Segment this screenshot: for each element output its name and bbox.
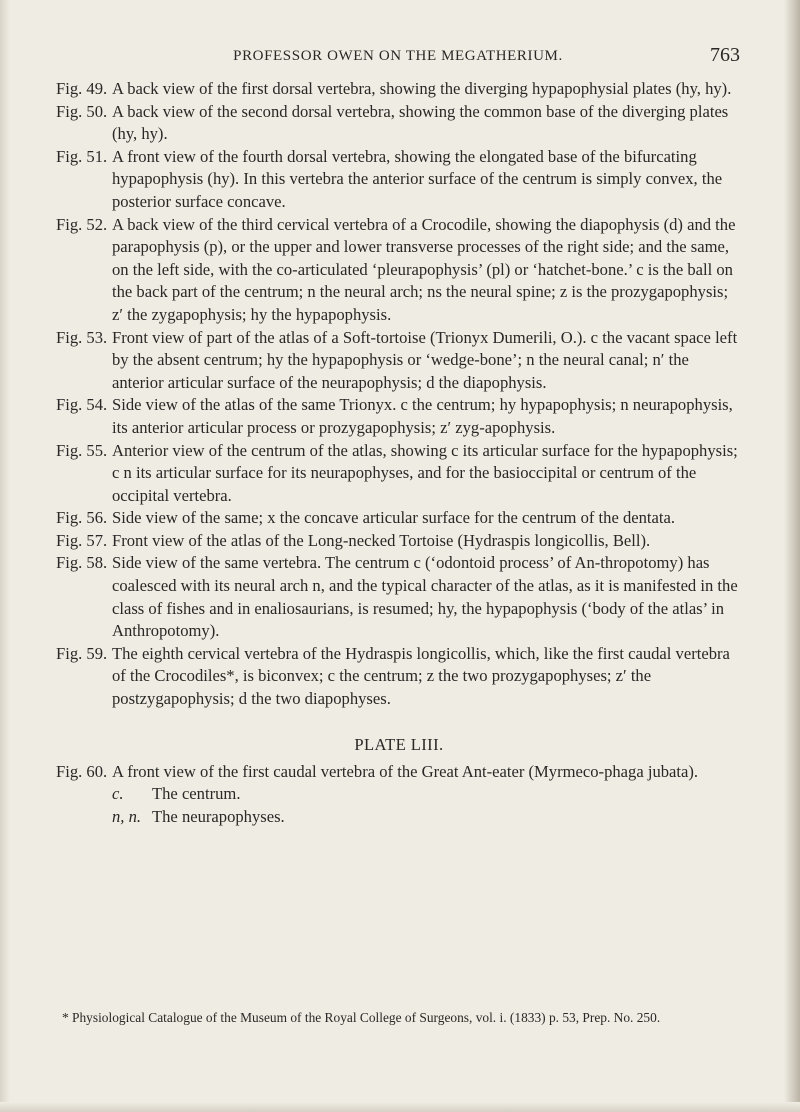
- figure-entry: [56, 440, 742, 508]
- sub-entry-label: c.: [112, 784, 124, 804]
- figure-entry: [56, 78, 742, 101]
- figure-sub-entry: [56, 783, 742, 806]
- figure-label: Fig. 59.: [56, 643, 108, 663]
- figure-entry: [56, 552, 742, 642]
- figure-description: A back view of the second dorsal vertebra, showing the common base of the diverging plates (hy, hy).: [112, 101, 729, 144]
- footnote: * Physiological Catalogue of the Museum of the Royal College of Surgeons, vol. i. (1833) p. 53, Prep. No. 250.: [62, 1010, 661, 1025]
- figure-entry: [56, 761, 742, 784]
- figure-description: Front view of part of the atlas of a Soft-tortoise (Trionyx Dumerili, O.). c the vacant space left by the absent centrum; hy the hypapophysis or ‘wedge-bone’; n the neural canal; n′ the anterior articular surface of the neurapophysis; d the diapophysis.: [112, 327, 738, 392]
- figure-description: Side view of the same; x the concave articular surface for the centrum of the dentata.: [112, 508, 676, 528]
- figure-entry: [56, 530, 742, 553]
- running-head: PROFESSOR OWEN ON THE MEGATHERIUM.: [233, 48, 563, 64]
- figure-label: Fig. 58.: [56, 553, 108, 573]
- figure-description: The eighth cervical vertebra of the Hydraspis longicollis, which, like the first caudal vertebra of the Crocodiles*, is biconvex; c the centrum; z the two prozygapophyses; z′ the postzygapophysis; d the two diapophyses.: [112, 643, 730, 709]
- page-edge-bottom: [0, 1102, 800, 1112]
- figure-entry: [56, 146, 742, 214]
- page-number: 763: [710, 44, 740, 66]
- figure-description: A back view of the first dorsal vertebra, showing the diverging hypapophysial plates (hy, hy).: [112, 79, 732, 98]
- figure-label: Fig. 52.: [56, 214, 108, 234]
- figure-description: Anterior view of the centrum of the atlas, showing c its articular surface for the hypapophysis; c n its articular surface for its neurapophyses, and for the basioccipital or centrum of the occipital vertebra.: [112, 440, 738, 505]
- figure-description: Side view of the same vertebra. The centrum c (‘odontoid process’ of An-thropotomy) has coalesced with its neural arch n, and the typical character of the atlas, as it is manifested in the class of fishes and in enaliosaurians, is resumed; hy, the hypapophysis (‘body of the atlas’ in Anthropotomy).: [112, 553, 738, 641]
- figure-label: Fig. 50.: [56, 101, 108, 121]
- figure-entry: [56, 394, 742, 439]
- page-edge-right: [784, 0, 800, 1112]
- sub-entry-label: n, n.: [112, 806, 142, 826]
- figure-description: Side view of the atlas of the same Trionyx. c the centrum; hy hypapophysis; n neurapophysis, its anterior articular process or prozygapophysis; z′ zyg-apophysis.: [112, 395, 733, 437]
- figure-label: Fig. 49.: [56, 79, 108, 98]
- figure-entry: [56, 643, 742, 711]
- figure-label: Fig. 53.: [56, 327, 108, 347]
- figure-description: A back view of the third cervical vertebra of a Crocodile, showing the diapophysis (d) and the parapophysis (p), or the upper and lower transverse processes of the right side; and the same, on the left side, with the co-articulated ‘pleurapophysis’ (pl) or ‘hatchet-bone.’ c is the ball on the back part of the centrum; n the neural arch; ns the neural spine; z is the prozygapophysis; z′ the zygapophysis; hy the hypapophysis.: [112, 214, 736, 324]
- figure-label: Fig. 51.: [56, 146, 108, 166]
- figure-sub-entry: [56, 806, 742, 829]
- page-header: [56, 46, 740, 70]
- figure-label: Fig. 56.: [56, 508, 108, 528]
- plate-heading: PLATE LIII.: [354, 734, 444, 754]
- figure-label: Fig. 55.: [56, 440, 108, 460]
- figure-entry: [56, 214, 742, 327]
- figure-description: A front view of the fourth dorsal vertebra, showing the elongated base of the bifurcating hypapophysis (hy). In this vertebra the anterior surface of the centrum is simply convex, the posterior surface concave.: [112, 146, 723, 211]
- figure-entry: [56, 101, 742, 146]
- figure-label: Fig. 54.: [56, 395, 108, 415]
- figure-description: A front view of the first caudal vertebra of the Great Ant-eater (Myrmeco-phaga jubata).: [112, 761, 699, 781]
- figure-description: Front view of the atlas of the Long-necked Tortoise (Hydraspis longicollis, Bell).: [112, 530, 651, 550]
- page-body: [56, 78, 742, 828]
- page-edge-left: [0, 0, 10, 1112]
- figure-label: Fig. 57.: [56, 530, 108, 550]
- sub-entry-text: The centrum.: [152, 784, 241, 804]
- figure-entry: [56, 507, 742, 530]
- sub-entry-text: The neurapophyses.: [152, 806, 285, 826]
- figure-label: Fig. 60.: [56, 761, 108, 781]
- figure-entry: [56, 327, 742, 395]
